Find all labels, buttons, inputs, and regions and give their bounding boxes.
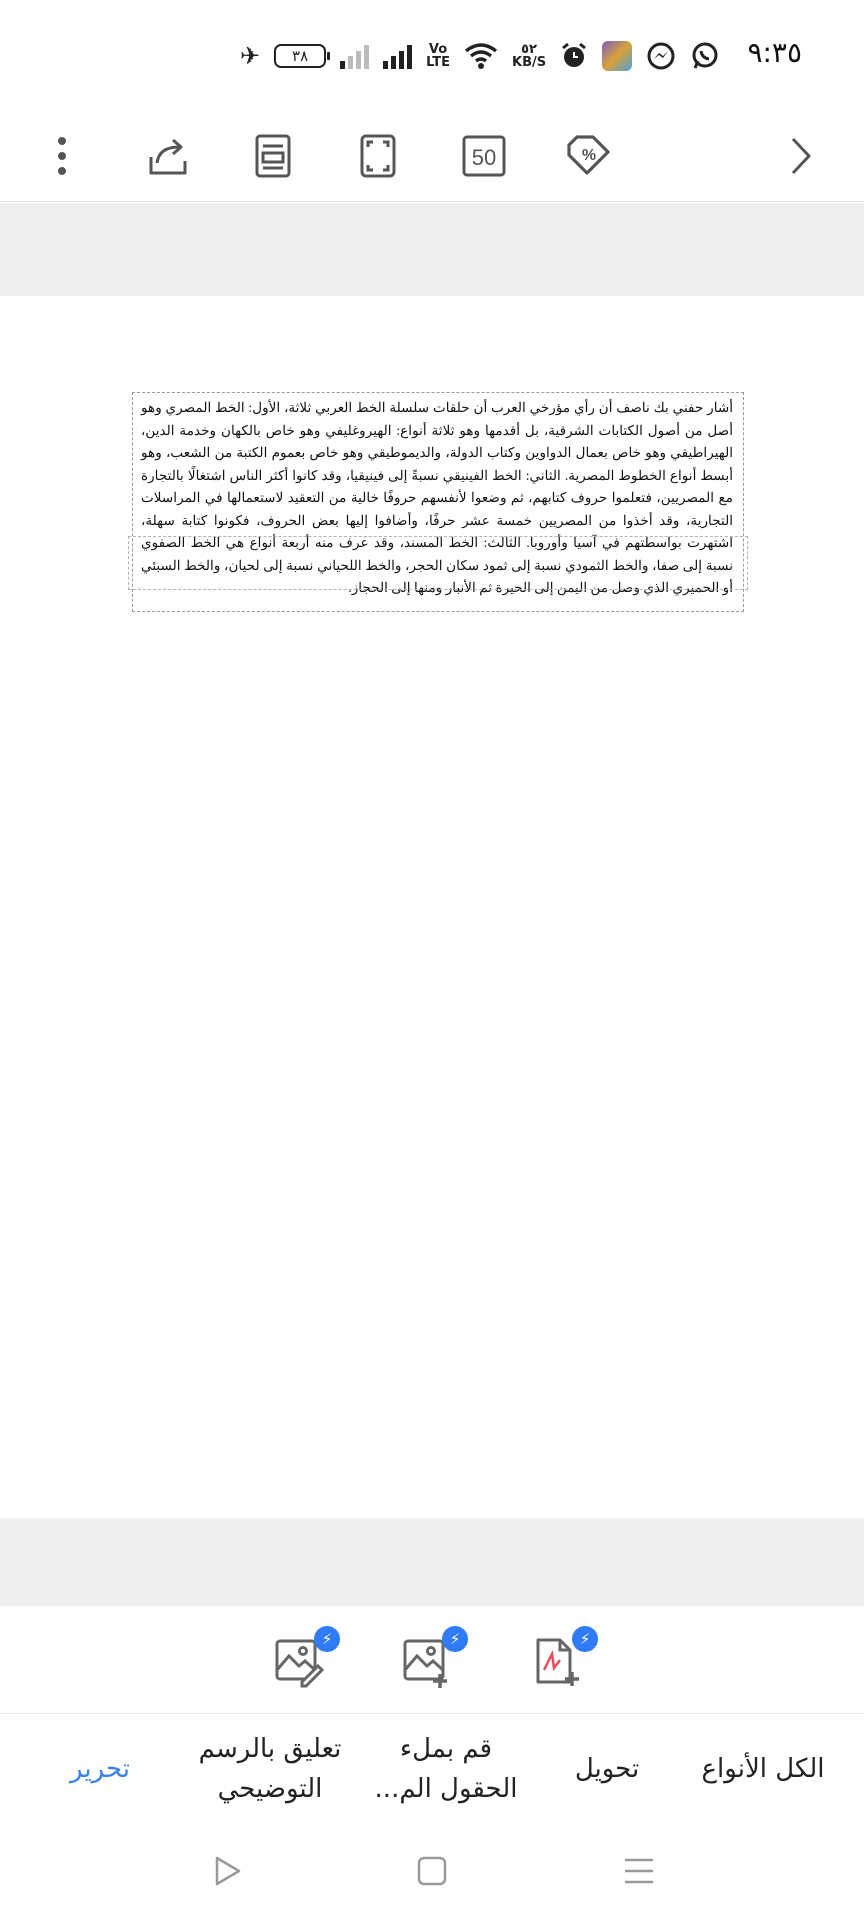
battery-indicator [274,44,326,68]
share-icon [143,131,193,181]
share-button[interactable] [136,124,200,188]
tab-all-types-label: الكل الأنواع [701,1754,825,1784]
signal-2-icon [383,43,412,69]
page-layout-icon [248,131,298,181]
badge-bolt-icon: ⚡ [572,1626,598,1652]
whatsapp-icon [690,41,720,71]
tab-convert-label: تحويل [574,1754,640,1784]
nav-recents-button[interactable] [614,1846,664,1896]
text-block-selection [128,536,748,590]
airplane-icon: ✈ [240,42,261,70]
bottom-tab-row [0,1714,864,1824]
status-bar [0,0,864,110]
badge-bolt-icon: ⚡ [442,1626,468,1652]
tab-edit[interactable] [40,1714,160,1824]
tab-fill-fields-line1: قم بملء [399,1734,493,1764]
wifi-icon [464,42,498,70]
page-layout-button[interactable] [241,124,305,188]
network-speed-value: ٥٢ [521,42,537,57]
document-page[interactable] [0,296,864,1518]
fullscreen-icon [353,131,403,181]
bottom-gray-band [0,1518,864,1606]
tab-annotate[interactable] [190,1714,350,1824]
messenger-icon [646,41,676,71]
pdf-signature-tool[interactable] [526,1628,590,1692]
nav-back-button[interactable] [202,1846,252,1896]
image-edit-tool[interactable] [268,1628,332,1692]
tab-all-types[interactable] [688,1714,838,1824]
tab-fill-fields[interactable] [366,1714,526,1824]
more-options-button[interactable] [30,124,94,188]
next-chevron-icon [775,131,825,181]
home-icon [414,1853,450,1889]
back-icon [209,1853,245,1889]
more-vertical-icon [37,131,87,181]
signal-1-icon [340,43,369,69]
image-add-tool[interactable] [396,1628,460,1692]
badge-bolt-icon: ⚡ [314,1626,340,1652]
status-icons [240,36,720,76]
document-paragraph: أشار حفني بك ناصف أن رأي مؤرخي العرب أن حلقات سلسلة الخط العربي ثلاثة، الأول: الخط المصري وهو أصل من أصول الكتابات الشرقية، بل أقدمها وهو ثلاثة أنواع: الهيروغليفي وهو خاص بالكهان وخدمة الدين، الهيراطيقي وهو خاص بعمال الدواوين وكتاب الدولة، والديموطيقي وهو خاص بعموم الكتبة من الشعب، وهو أبسط أنواع الخطوط المصرية. الثاني: الخط الفينيقي نسبةً إلى فينيقيا، وقد كانوا أكثر الناس اشتغالًا بالتجارة مع المصريين، فتعلموا حروف كتابهم، ثم وضعوا لأنفسهم حروفًا خالية من التعقيد لاستعمالها في المراسلات التجارية، وقد أخذوا من المصريين خمسة عشر حرفًا، وأضافوا إليها بعض الحروف، فكونوا كتابة سهلة، اشتهرت بواسطتهم في آسيا وأوروبا. الثالث: الخط المسند، وقد عرف منه أربعة أنواع هي الخط الصفوي نسبة إلى صفا، والخط الثمودي نسبة إلى ثمود سكان الحجر، والخط اللحياني نسبة إلى لحيان، والخط السبئي أو الحميري الذي وصل من اليمن إلى الحيرة ثم الأنبار ومنها إلى الحجاز. [141,400,733,595]
game-app-icon [602,41,632,71]
percent-glyph: % [581,147,597,164]
system-nav-bar [0,1824,864,1920]
network-speed-unit: KB/S [512,55,547,70]
battery-level: ٣٨ [292,47,309,65]
tab-convert[interactable] [548,1714,666,1824]
alarm-icon [560,42,588,70]
tab-annotate-line2: التوضيحي [217,1774,323,1804]
tab-fill-fields-line2: الحقول الم... [374,1774,518,1804]
next-button[interactable] [768,124,832,188]
recents-icon [621,1853,657,1889]
top-gray-band [0,203,864,296]
volte-line1: Vo [428,42,448,57]
volte-icon [426,43,450,69]
fullscreen-button[interactable] [346,124,410,188]
volte-line2: LTE [426,55,450,70]
tool-row [0,1606,864,1714]
price-tag-icon [563,131,613,181]
price-tag-button[interactable] [556,124,620,188]
tab-annotate-line1: تعليق بالرسم [198,1734,342,1764]
tab-edit-label: تحرير [70,1754,130,1784]
nav-home-button[interactable] [407,1846,457,1896]
document-toolbar [0,110,864,202]
network-speed [512,43,546,69]
zoom-level-label: 50 [471,145,497,170]
zoom-level-icon [459,131,509,181]
status-time: ٩:٣٥ [747,36,802,69]
zoom-level-button[interactable] [452,124,516,188]
